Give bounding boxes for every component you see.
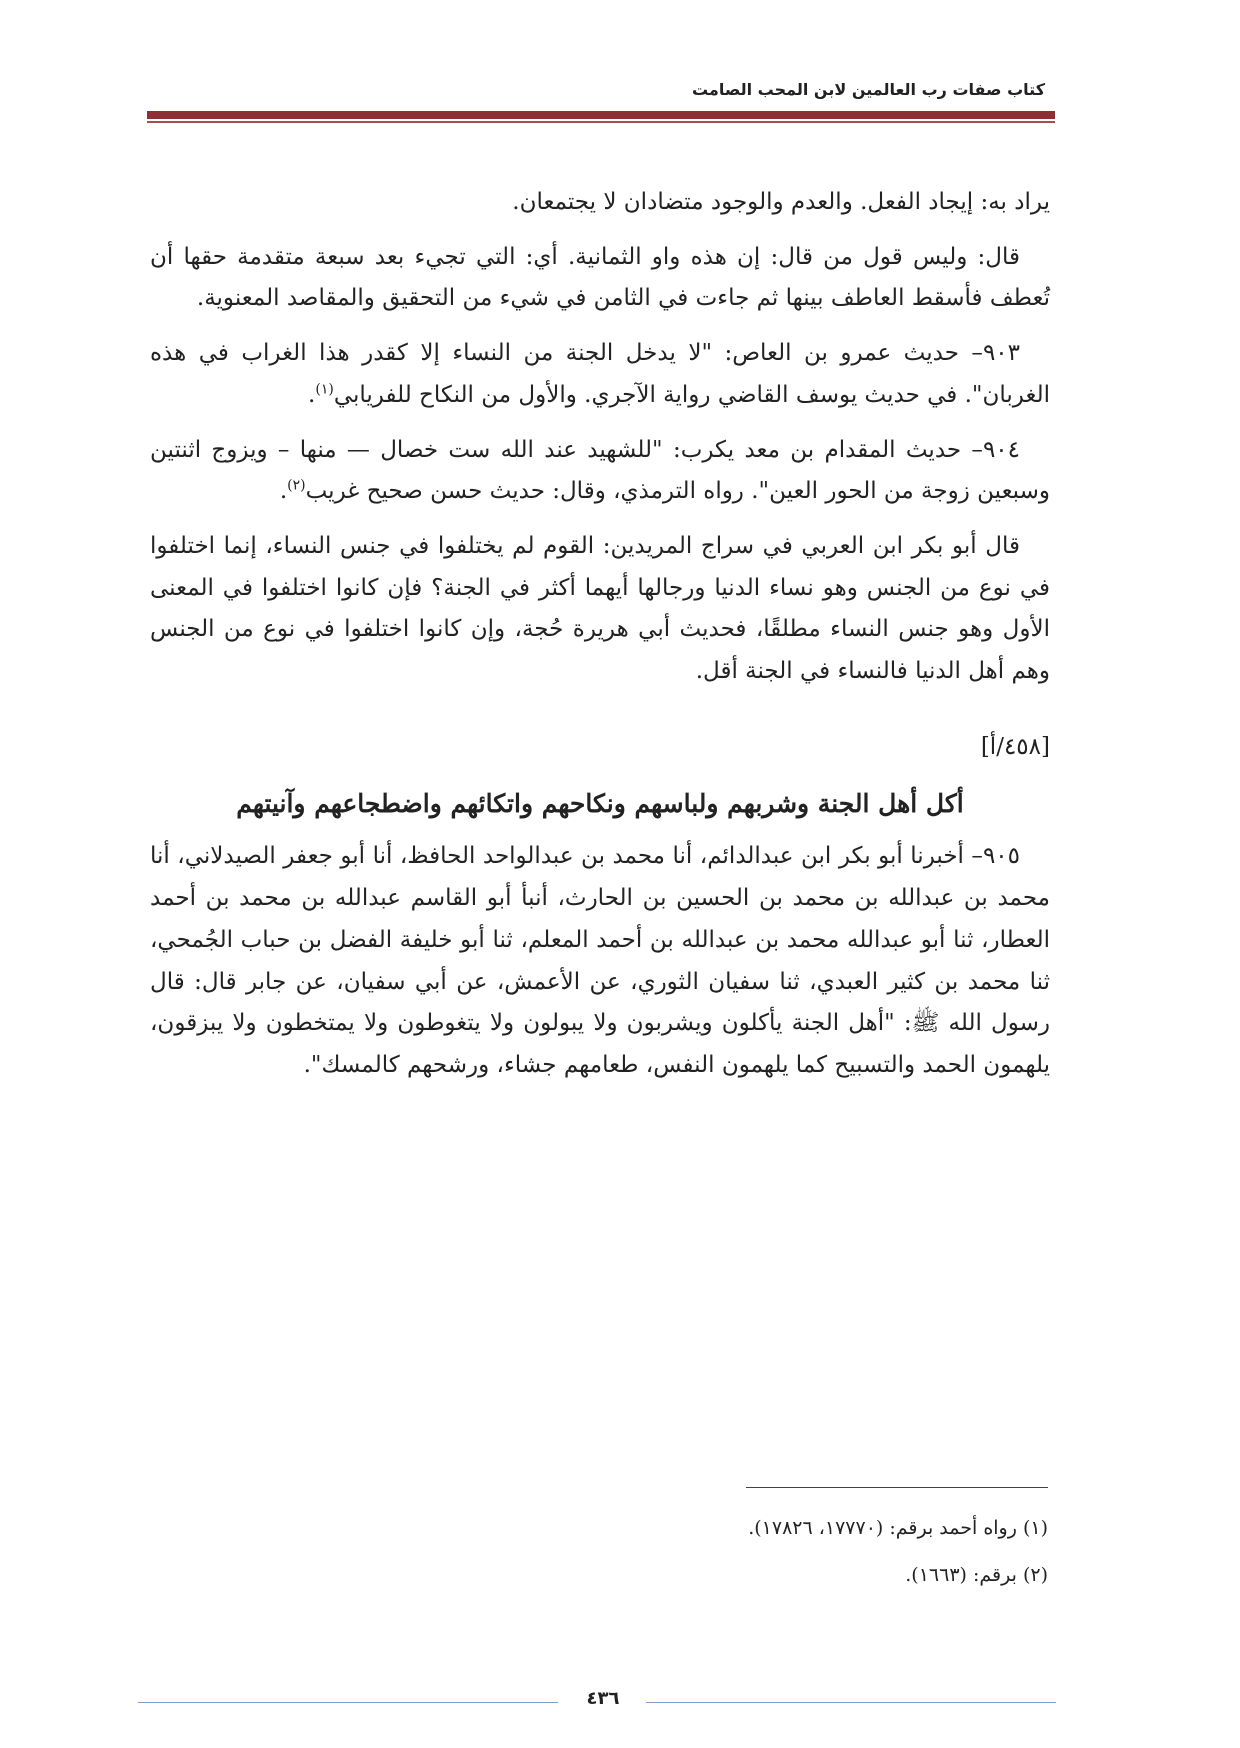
- paragraph-1: يراد به: إيجاد الفعل. والعدم والوجود متضادان لا يجتمعان.: [512, 189, 1050, 215]
- manuscript-page-marker: [٤٥٨/أ]: [980, 733, 1050, 760]
- footnote-ref-1[interactable]: (١): [315, 381, 334, 398]
- footnote-ref-2[interactable]: (٢): [287, 477, 306, 494]
- main-text: [150, 182, 1050, 1087]
- footer-rule-right: [646, 1702, 1056, 1703]
- paragraph-904-end: .: [279, 478, 288, 505]
- paragraph-903: [150, 333, 1050, 416]
- paragraph-2: قال: وليس قول من قال: إن هذه واو الثمانية. أي: التي تجيء بعد سبعة متقدمة حقها أن تُعطف فأسقط العاطف بينها ثم جاءت في الثامن في شيء من التحقيق والمقاصد المعنوية.: [150, 243, 1050, 312]
- footnote-1: (١) رواه أحمد برقم: (١٧٧٧٠، ١٧٨٢٦).: [748, 1517, 1048, 1539]
- header-rule-thin: [147, 121, 1055, 123]
- section-heading: أكل أهل الجنة وشربهم ولباسهم ونكاحهم واتكائهم واضطجاعهم وآنيتهم: [236, 789, 964, 819]
- footnote-2: (٢) برقم: (١٦٦٣).: [905, 1564, 1048, 1586]
- paragraph-ibn-arabi: قال أبو بكر ابن العربي في سراج المريدين: القوم لم يختلفوا في جنس النساء، إنما اختلفوا في نوع من الجنس وهو نساء الدنيا ورجالها أيهما أكثر في الجنة؟ فإن كانوا اختلفوا في المعنى الأول وهو جنس النساء مطلقًا، فحديث أبي هريرة حُجة، وإن كانوا اختلفوا في نوع من الجنس وهم أهل الدنيا فالنساء في الجنة أقل.: [150, 532, 1050, 685]
- paragraph-905: ٩٠٥– أخبرنا أبو بكر ابن عبدالدائم، أنا محمد بن عبدالواحد الحافظ، أنا أبو جعفر الصيدلاني، أنا محمد بن عبدالله بن محمد بن الحسين بن الحارث، أنبأ أبو القاسم عبدالله بن محمد بن أحمد العطار، ثنا أبو عبدالله محمد بن عبدالله بن أحمد المعلم، ثنا أبو خليفة الفضل بن حباب الجُمحي، ثنا محمد بن كثير العبدي، ثنا سفيان الثوري، عن الأعمش، عن أبي سفيان، عن جابر قال: قال رسول الله ﷺ: "أهل الجنة يأكلون ويشربون ولا يبولون ولا يتغوطون ولا يمتخطون ولا يبزقون، يلهمون الحمد والتسبيح كما يلهمون النفس، طعامهم جشاء، ورشحهم كالمسك".: [150, 843, 1050, 1078]
- footnotes: [448, 1505, 1048, 1599]
- running-header-title: كتاب صفات رب العالمين لابن المحب الصامت: [691, 80, 1045, 99]
- footnote-separator: [746, 1487, 1048, 1488]
- page-number: ٤٣٦: [586, 1688, 620, 1709]
- paragraph-904-text: ٩٠٤– حديث المقدام بن معد يكرب: "للشهيد عند الله ست خصال — منها – ويزوج اثنتين وسبعين زوجة من الحور العين". رواه الترمذي، وقال: حديث حسن صحيح غريب: [150, 436, 1050, 505]
- header-rule: [147, 111, 1055, 119]
- paragraph-904: [150, 430, 1050, 513]
- footer-rule-left: [138, 1702, 558, 1703]
- paragraph-903-text: ٩٠٣– حديث عمرو بن العاص: "لا يدخل الجنة من النساء إلا كقدر هذا الغراب في هذه الغربان". في حديث يوسف القاضي رواية الآجري. والأول من النكاح للفريابي: [150, 340, 1050, 408]
- paragraph-903-end: .: [308, 381, 316, 408]
